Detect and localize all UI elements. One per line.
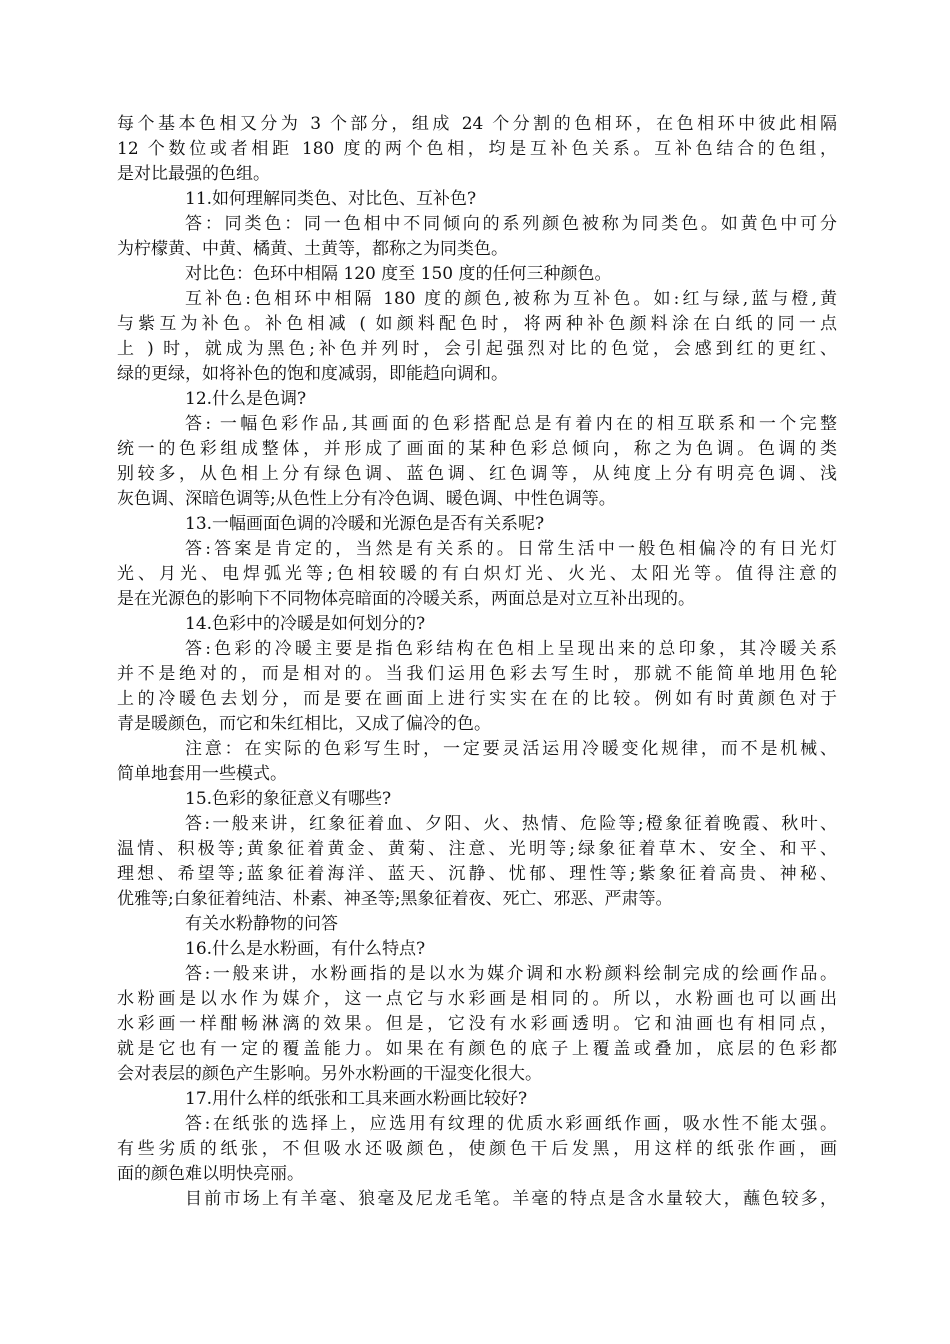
text-line: 灰色调、深暗色调等;从色性上分有冷色调、暖色调、中性色调等。	[117, 489, 616, 509]
text-line: 13.一幅画面色调的冷暖和光源色是否有关系呢?	[185, 514, 545, 534]
text-line: 每个基本色相又分为 3 个部分，组成 24 个分割的色相环，在色相环中彼此相隔	[117, 114, 837, 134]
text-line: 目前市场上有羊毫、狼毫及尼龙毛笔。羊毫的特点是含水量较大，蘸色较多，	[185, 1189, 837, 1209]
text-line: 对比色：色环中相隔 120 度至 150 度的任何三种颜色。	[185, 264, 612, 284]
text-line: 答:一般来讲，水粉画指的是以水为媒介调和水粉颜料绘制完成的绘画作品。	[185, 964, 837, 984]
text-line: 水彩画一样酣畅淋漓的效果。但是，它没有水彩画透明。它和油画也有相同点，	[117, 1014, 837, 1034]
text-line: 是对比最强的色组。	[117, 164, 270, 184]
text-line: 理想、希望等;蓝象征着海洋、蓝天、沉静、忧郁、理性等;紫象征着高贵、神秘、	[117, 864, 837, 884]
text-line: 有些劣质的纸张，不但吸水还吸颜色，使颜色干后发黑，用这样的纸张作画，画	[117, 1139, 837, 1159]
body-text	[117, 112, 837, 1212]
text-line: 14.色彩中的冷暖是如何划分的?	[185, 614, 426, 634]
text-line: 为柠檬黄、中黄、橘黄、土黄等，都称之为同类色。	[117, 239, 508, 259]
text-line: 是在光源色的影响下不同物体亮暗面的冷暖关系，两面总是对立互补出现的。	[117, 589, 695, 609]
text-line: 16.什么是水粉画，有什么特点?	[185, 939, 426, 959]
text-line: 别较多，从色相上分有绿色调、蓝色调、红色调等，从纯度上分有明亮色调、浅	[117, 464, 837, 484]
text-line: 答：同类色：同一色相中不同倾向的系列颜色被称为同类色。如黄色中可分	[185, 214, 837, 234]
text-line: 会对表层的颜色产生影响。另外水粉画的干湿变化很大。	[117, 1064, 542, 1084]
text-line: 统一的色彩组成整体，并形成了画面的某种色彩总倾向，称之为色调。色调的类	[117, 439, 837, 459]
text-line: 就是它也有一定的覆盖能力。如果在有颜色的底子上覆盖或叠加，底层的色彩都	[117, 1039, 837, 1059]
text-line: 15.色彩的象征意义有哪些?	[185, 789, 392, 809]
text-line: 并不是绝对的，而是相对的。当我们运用色彩去写生时，那就不能简单地用色轮	[117, 664, 837, 684]
text-line: 答:一般来讲，红象征着血、夕阳、火、热情、危险等;橙象征着晚霞、秋叶、	[185, 814, 837, 834]
text-line: 答:在纸张的选择上，应选用有纹理的优质水彩画纸作画，吸水性不能太强。	[185, 1114, 837, 1134]
text-line: 青是暖颜色，而它和朱红相比，又成了偏冷的色。	[117, 714, 491, 734]
text-line: 答: 一幅色彩作品,其画面的色彩搭配总是有着内在的相互联系和一个完整	[185, 414, 837, 434]
text-line: 水粉画是以水作为媒介，这一点它与水彩画是相同的。所以，水粉画也可以画出	[117, 989, 837, 1009]
text-line: 12 个数位或者相距 180 度的两个色相，均是互补色关系。互补色结合的色组，	[117, 139, 837, 159]
text-line: 答:答案是肯定的，当然是有关系的。日常生活中一般色相偏冷的有日光灯	[185, 539, 837, 559]
text-line: 互补色:色相环中相隔 180 度的颜色,被称为互补色。如:红与绿,蓝与橙,黄	[185, 289, 837, 309]
text-line: 17.用什么样的纸张和工具来画水粉画比较好?	[185, 1089, 528, 1109]
text-line: 优雅等;白象征着纯洁、朴素、神圣等;黑象征着夜、死亡、邪恶、严肃等。	[117, 889, 673, 909]
text-line: 简单地套用一些模式。	[117, 764, 287, 784]
text-line: 12.什么是色调?	[185, 389, 307, 409]
text-line: 上的冷暖色去划分，而是要在画面上进行实实在在的比较。例如有时黄颜色对于	[117, 689, 837, 709]
text-line: 注意：在实际的色彩写生时，一定要灵活运用冷暖变化规律，而不是机械、	[185, 739, 837, 759]
text-line: 光、月光、电焊弧光等;色相较暖的有白炽灯光、火光、太阳光等。值得注意的	[117, 564, 837, 584]
text-line: 有关水粉静物的问答	[185, 914, 338, 934]
text-line: 答:色彩的冷暖主要是指色彩结构在色相上呈现出来的总印象，其冷暖关系	[185, 639, 837, 659]
text-line: 温情、积极等;黄象征着黄金、黄菊、注意、光明等;绿象征着草木、安全、和平、	[117, 839, 837, 859]
text-line: 绿的更绿，如将补色的饱和度减弱，即能趋向调和。	[117, 364, 508, 384]
text-line: 与紫互为补色。补色相减 ( 如颜料配色时，将两种补色颜料涂在白纸的同一点	[117, 314, 837, 334]
text-line: 上 ) 时，就成为黑色;补色并列时，会引起强烈对比的色觉，会感到红的更红、	[117, 339, 837, 359]
text-line: 面的颜色难以明快亮丽。	[117, 1164, 304, 1184]
text-line: 11.如何理解同类色、对比色、互补色?	[185, 189, 477, 209]
